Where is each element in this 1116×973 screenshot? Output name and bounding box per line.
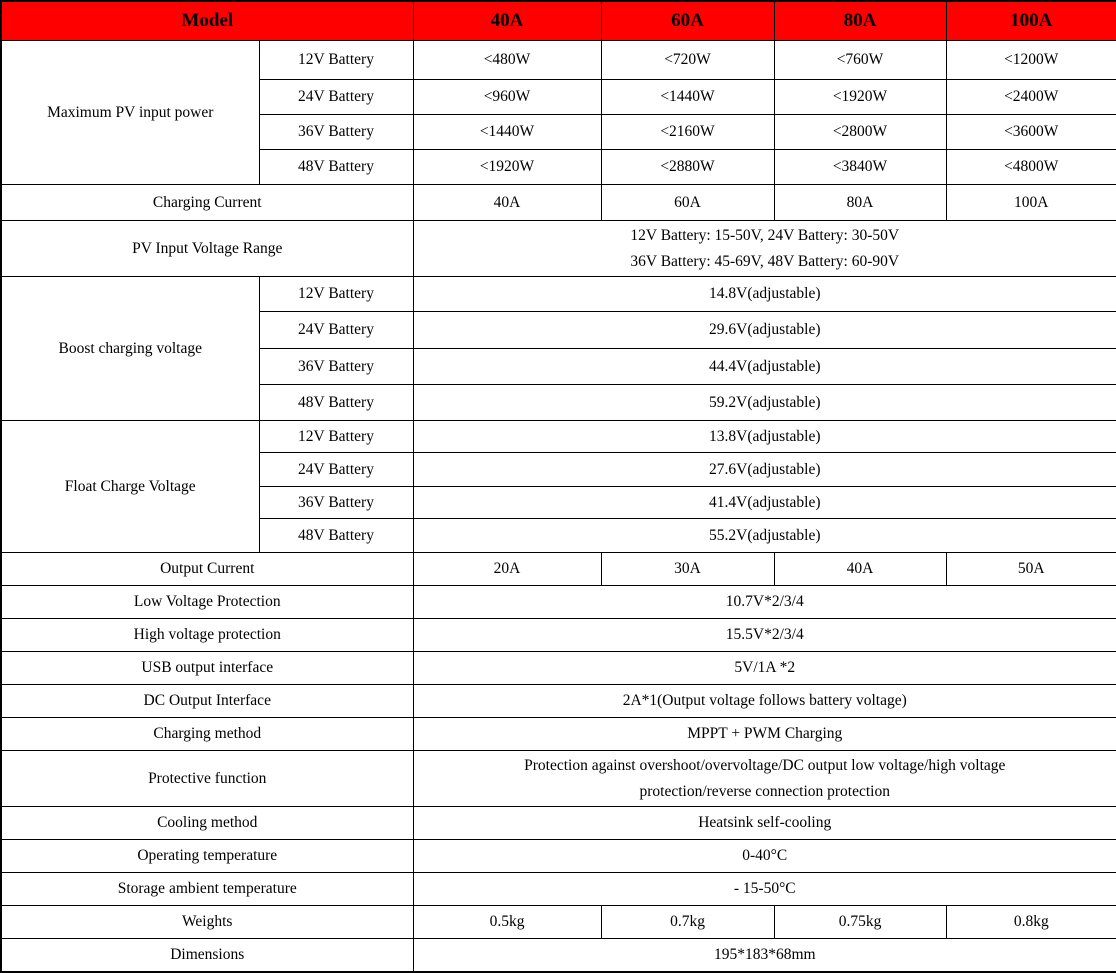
label-pv-input-voltage-range: PV Input Voltage Range [1,221,413,277]
row-usb-output-interface [1,652,1116,685]
sublabel-float-24v: 24V Battery [259,453,413,487]
cell-float-48v: 55.2V(adjustable) [413,519,1116,553]
sublabel-float-36v: 36V Battery [259,487,413,519]
cell-max-pv-12v-80a: <760W [774,41,946,80]
cell-float-12v: 13.8V(adjustable) [413,421,1116,453]
cell-protective-function [413,751,1116,807]
header-model: Model [1,1,413,41]
label-float-charge-voltage: Float Charge Voltage [1,421,259,553]
sublabel-max-pv-36v: 36V Battery [259,115,413,150]
label-low-voltage-protection: Low Voltage Protection [1,586,413,619]
label-max-pv-input-power: Maximum PV input power [1,41,259,185]
cell-weights-60a: 0.7kg [601,906,774,939]
sublabel-boost-36v: 36V Battery [259,349,413,385]
row-storage-ambient-temperature [1,873,1116,906]
row-charging-current [1,185,1116,221]
cell-charging-current-100a: 100A [946,185,1116,221]
row-boost-12v [1,277,1116,312]
cell-operating-temperature: 0-40°C [413,840,1116,873]
cell-storage-ambient-temperature: - 15-50°C [413,873,1116,906]
sublabel-float-48v: 48V Battery [259,519,413,553]
cell-max-pv-48v-40a: <1920W [413,150,601,185]
row-high-voltage-protection [1,619,1116,652]
pv-voltage-range-line2: 36V Battery: 45-69V, 48V Battery: 60-90V [630,252,900,270]
row-dc-output-interface [1,685,1116,718]
sublabel-float-12v: 12V Battery [259,421,413,453]
cell-usb-output-interface: 5V/1A *2 [413,652,1116,685]
row-output-current [1,553,1116,586]
label-dc-output-interface: DC Output Interface [1,685,413,718]
cell-dc-output-interface: 2A*1(Output voltage follows battery voltage) [413,685,1116,718]
cell-weights-80a: 0.75kg [774,906,946,939]
cell-max-pv-24v-80a: <1920W [774,80,946,115]
sublabel-boost-12v: 12V Battery [259,277,413,312]
row-charging-method [1,718,1116,751]
row-max-pv-12v [1,41,1116,80]
label-high-voltage-protection: High voltage protection [1,619,413,652]
sublabel-max-pv-48v: 48V Battery [259,150,413,185]
sublabel-boost-48v: 48V Battery [259,385,413,421]
row-protective-function [1,751,1116,807]
protective-function-text: Protection against overshoot/overvoltage/DC output low voltage/high voltage protection/reverse connection protection [524,756,1006,800]
cell-high-voltage-protection: 15.5V*2/3/4 [413,619,1116,652]
cell-max-pv-36v-80a: <2800W [774,115,946,150]
label-cooling-method: Cooling method [1,807,413,840]
row-operating-temperature [1,840,1116,873]
row-float-12v [1,421,1116,453]
cell-max-pv-48v-60a: <2880W [601,150,774,185]
cell-max-pv-48v-100a: <4800W [946,150,1116,185]
sublabel-max-pv-12v: 12V Battery [259,41,413,80]
row-pv-input-voltage-range [1,221,1116,277]
cell-max-pv-48v-80a: <3840W [774,150,946,185]
row-cooling-method [1,807,1116,840]
cell-weights-100a: 0.8kg [946,906,1116,939]
label-boost-charging-voltage: Boost charging voltage [1,277,259,421]
cell-float-24v: 27.6V(adjustable) [413,453,1116,487]
label-dimensions: Dimensions [1,939,413,972]
label-usb-output-interface: USB output interface [1,652,413,685]
label-weights: Weights [1,906,413,939]
header-col-60a: 60A [601,1,774,41]
label-protective-function: Protective function [1,751,413,807]
cell-output-current-60a: 30A [601,553,774,586]
row-dimensions [1,939,1116,972]
cell-charging-current-80a: 80A [774,185,946,221]
header-row [1,1,1116,41]
header-col-80a: 80A [774,1,946,41]
cell-max-pv-24v-100a: <2400W [946,80,1116,115]
pv-voltage-range-line1: 12V Battery: 15-50V, 24V Battery: 30-50V [630,226,900,244]
sublabel-max-pv-24v: 24V Battery [259,80,413,115]
row-weights [1,906,1116,939]
cell-dimensions: 195*183*68mm [413,939,1116,972]
cell-output-current-80a: 40A [774,553,946,586]
cell-max-pv-12v-40a: <480W [413,41,601,80]
cell-weights-40a: 0.5kg [413,906,601,939]
label-operating-temperature: Operating temperature [1,840,413,873]
cell-cooling-method: Heatsink self-cooling [413,807,1116,840]
cell-output-current-100a: 50A [946,553,1116,586]
cell-boost-12v: 14.8V(adjustable) [413,277,1116,312]
label-storage-ambient-temperature: Storage ambient temperature [1,873,413,906]
label-charging-method: Charging method [1,718,413,751]
cell-boost-24v: 29.6V(adjustable) [413,312,1116,349]
cell-charging-method: MPPT + PWM Charging [413,718,1116,751]
cell-max-pv-36v-100a: <3600W [946,115,1116,150]
cell-max-pv-24v-40a: <960W [413,80,601,115]
row-low-voltage-protection [1,586,1116,619]
cell-max-pv-24v-60a: <1440W [601,80,774,115]
cell-max-pv-12v-100a: <1200W [946,41,1116,80]
cell-float-36v: 41.4V(adjustable) [413,487,1116,519]
label-charging-current: Charging Current [1,185,413,221]
cell-charging-current-60a: 60A [601,185,774,221]
header-col-40a: 40A [413,1,601,41]
cell-max-pv-12v-60a: <720W [601,41,774,80]
cell-boost-48v: 59.2V(adjustable) [413,385,1116,421]
cell-boost-36v: 44.4V(adjustable) [413,349,1116,385]
sublabel-boost-24v: 24V Battery [259,312,413,349]
cell-pv-input-voltage-range [413,221,1116,277]
cell-output-current-40a: 20A [413,553,601,586]
cell-max-pv-36v-60a: <2160W [601,115,774,150]
label-output-current: Output Current [1,553,413,586]
cell-low-voltage-protection: 10.7V*2/3/4 [413,586,1116,619]
cell-max-pv-36v-40a: <1440W [413,115,601,150]
cell-charging-current-40a: 40A [413,185,601,221]
header-col-100a: 100A [946,1,1116,41]
